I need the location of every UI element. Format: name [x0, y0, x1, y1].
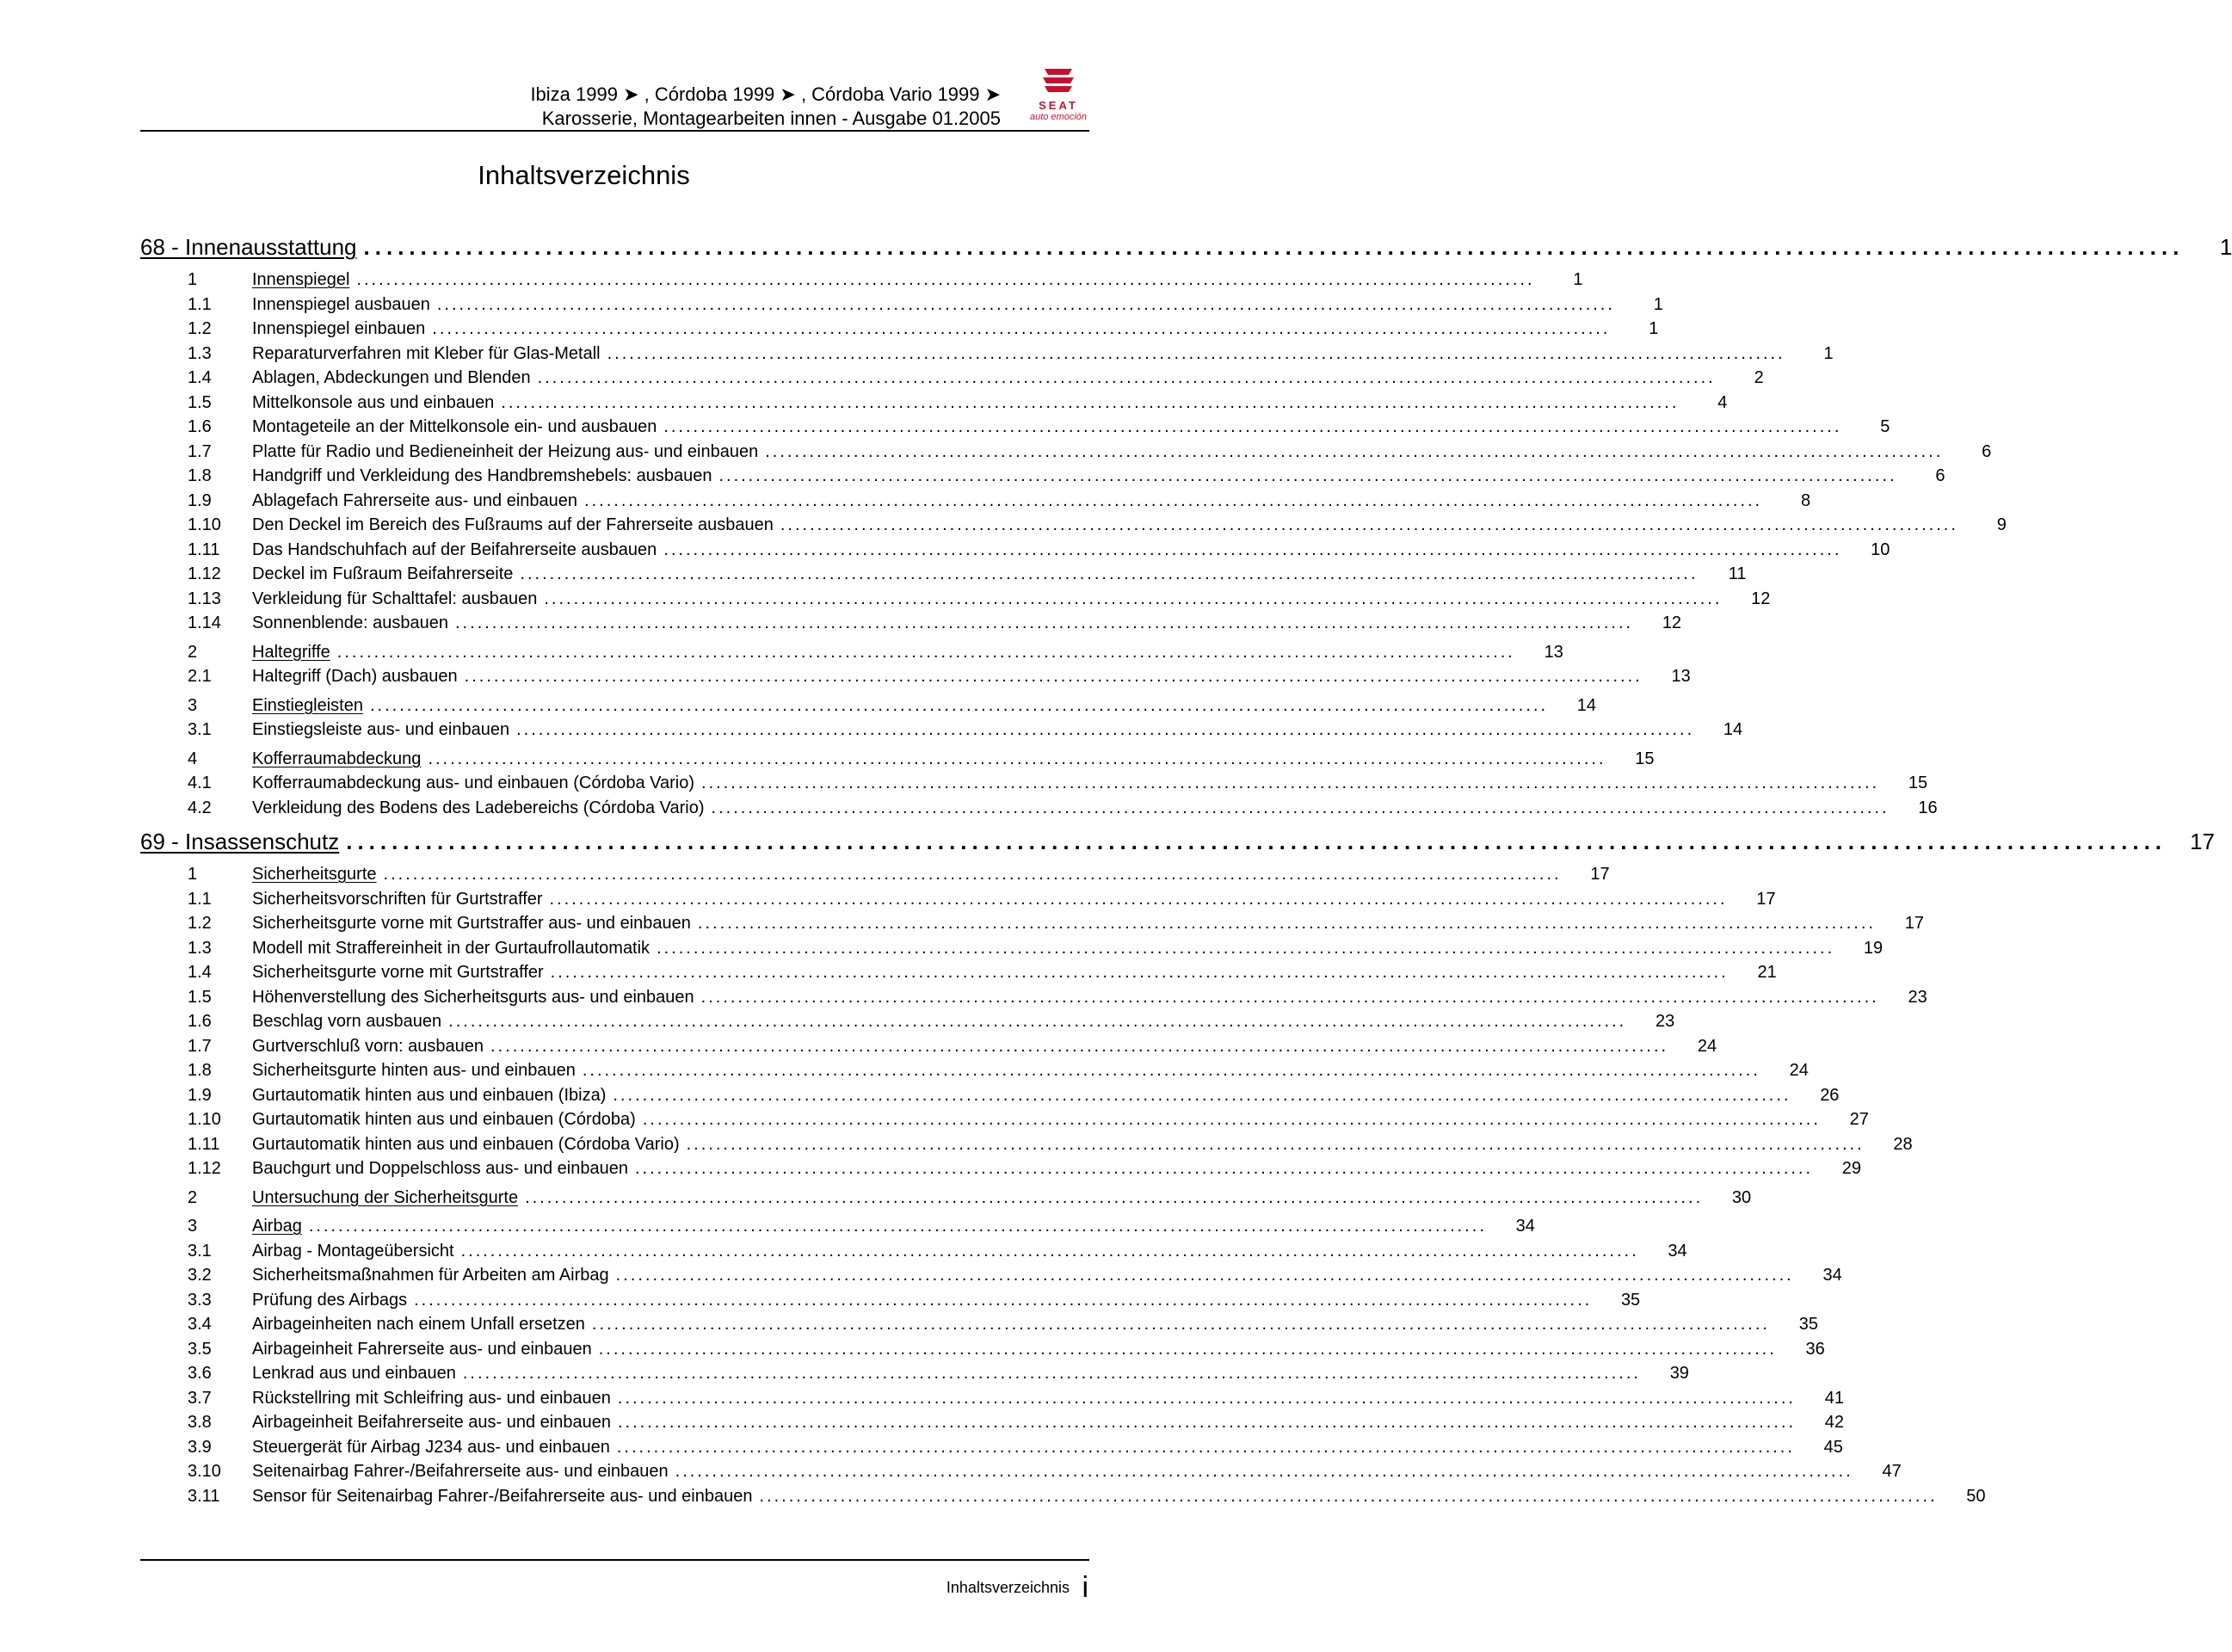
toc-label: Airbageinheiten nach einem Unfall ersetzen: [252, 1315, 585, 1334]
toc-label: Handgriff und Verkleidung des Handbremshebels: ausbauen: [252, 466, 712, 485]
toc-entry[interactable]: [140, 664, 1691, 689]
toc-label: Airbageinheit Beifahrerseite aus- und einbauen: [252, 1413, 611, 1432]
toc-leader: ................................................................................................................................................................: [642, 1110, 1821, 1129]
toc-label: Beschlag vorn ausbauen: [252, 1012, 442, 1031]
toc-leader: ................................................................................................................................................................: [615, 1266, 1794, 1285]
toc-leader: ................................................................................................................................................................: [549, 889, 1728, 909]
toc-number: 1.6: [188, 1012, 212, 1031]
toc-label: Einstiegsleiste aus- und einbauen: [252, 720, 510, 739]
toc-number: 1.4: [188, 963, 212, 982]
toc-label: Gurtautomatik hinten aus und einbauen (Córdoba Vario): [252, 1134, 680, 1154]
toc-page-number: 6: [1935, 466, 1945, 485]
toc-entry[interactable]: [140, 1107, 1869, 1132]
toc-label: Lenkrad aus und einbauen: [252, 1364, 456, 1383]
toc-number: 3: [188, 1217, 198, 1236]
toc-number: 1.12: [188, 1159, 221, 1178]
toc-leader: ................................................................................................................................................................: [675, 1462, 1853, 1481]
toc-page-number: 17: [1590, 865, 1610, 884]
toc-number: 1.1: [188, 294, 212, 314]
toc-page-number: 12: [1662, 613, 1682, 632]
toc-label: Gurtverschluß vorn: ausbauen: [252, 1036, 484, 1056]
toc-label: Verkleidung für Schalttafel: ausbauen: [252, 589, 538, 608]
toc-entry[interactable]: [140, 562, 1747, 587]
toc-label: Den Deckel im Bereich des Fußraums auf der Fahrerseite ausbauen: [252, 515, 774, 534]
toc-entry[interactable]: [140, 366, 1764, 391]
toc-leader: ................................................................................................................................................................: [657, 938, 1835, 958]
toc-leader: ................................................................................................................................................................: [607, 343, 1785, 363]
page-header: [140, 83, 1001, 131]
toc-number: 1: [188, 865, 198, 884]
toc-number: 1.2: [188, 319, 212, 338]
toc-number: 3.1: [188, 720, 212, 739]
toc-entry[interactable]: [140, 293, 1663, 317]
toc-entry[interactable]: [140, 771, 1928, 796]
toc-number: 1.10: [188, 1110, 221, 1129]
toc-page-number: 9: [1996, 515, 2007, 534]
toc-page-number: 13: [1544, 642, 1563, 662]
toc-page-number: 1: [1823, 343, 1834, 363]
toc-leader: ................................................................................................................................................................: [686, 1134, 1865, 1154]
toc-leader: ................................................................................................................................................................: [363, 234, 2185, 260]
toc-label: 68 - Innenausstattung: [140, 234, 357, 260]
toc-page-number: 5: [1880, 417, 1890, 436]
toc-entry[interactable]: [140, 1132, 1913, 1157]
toc-entry[interactable]: [140, 960, 1777, 985]
toc-label: Mittelkonsole aus und einbauen: [252, 392, 495, 412]
toc-page-number: 34: [1668, 1241, 1687, 1261]
toc-leader: ................................................................................................................................................................: [663, 417, 1842, 436]
toc-leader: ................................................................................................................................................................: [613, 1085, 1791, 1105]
toc-label: Rückstellring mit Schleifring aus- und einbauen: [252, 1388, 611, 1408]
toc-entry[interactable]: [140, 1083, 1840, 1108]
toc-number: 1.4: [188, 368, 212, 387]
toc-number: 4.2: [188, 798, 212, 817]
toc-leader: ................................................................................................................................................................: [520, 564, 1699, 583]
toc-leader: ................................................................................................................................................................: [759, 1486, 1938, 1506]
toc-number: 2: [188, 642, 198, 662]
toc-entry[interactable]: [140, 513, 2007, 538]
toc-entry[interactable]: [140, 1435, 1843, 1460]
toc-entry[interactable]: [140, 1484, 1986, 1509]
toc-page-number: 23: [1655, 1012, 1675, 1031]
toc-page-number: 16: [1918, 798, 1938, 817]
toc-label: Seitenairbag Fahrer-/Beifahrerseite aus- und einbauen: [252, 1462, 669, 1481]
toc-number: 1.3: [188, 938, 212, 958]
toc-number: 3.10: [188, 1462, 221, 1481]
toc-page-number: 13: [1671, 667, 1691, 686]
toc-page-number: 14: [1576, 695, 1597, 715]
toc-number: 1: [188, 270, 198, 289]
toc-leader: ................................................................................................................................................................: [584, 490, 1763, 510]
toc-page-number: 8: [1800, 490, 1811, 510]
toc-page-number: 42: [1824, 1413, 1845, 1432]
toc-section[interactable]: [140, 862, 1610, 887]
toc-page-number: 12: [1751, 589, 1771, 608]
toc-leader: ................................................................................................................................................................: [356, 270, 1535, 289]
toc-label: Reparaturverfahren mit Kleber für Glas-Metall: [252, 343, 601, 363]
toc-leader: ................................................................................................................................................................: [428, 749, 1606, 768]
toc-entry[interactable]: [140, 1009, 1675, 1034]
toc-entry[interactable]: [140, 1156, 1862, 1181]
toc-entry[interactable]: [140, 1058, 1809, 1083]
toc-number: 1.11: [188, 1134, 220, 1154]
toc-leader: ................................................................................................................................................................: [591, 1315, 1770, 1334]
toc-page-number: 10: [1871, 539, 1890, 559]
seat-logo-icon: [1039, 67, 1077, 96]
toc-number: 1.9: [188, 1085, 212, 1105]
toc-label: Sicherheitsgurte: [252, 865, 377, 884]
toc-leader: ................................................................................................................................................................: [634, 1159, 1814, 1178]
toc-label: Modell mit Straffereinheit in der Gurtaufrollautomatik: [252, 938, 650, 958]
toc-entry[interactable]: [140, 1263, 1842, 1288]
footer-label: Inhaltsverzeichnis: [946, 1579, 1070, 1596]
toc-entry[interactable]: [140, 464, 1945, 489]
toc-number: 3: [188, 695, 198, 715]
toc-number: 3.11: [188, 1486, 220, 1506]
toc-number: 1.6: [188, 417, 212, 436]
toc-page-number: 39: [1669, 1364, 1689, 1383]
page-footer: [946, 1571, 1088, 1605]
toc-number: 1.11: [188, 539, 220, 559]
toc-number: 1.1: [188, 889, 212, 909]
toc-page-number: 19: [1863, 938, 1884, 958]
toc-leader: ................................................................................................................................................................: [765, 441, 1944, 461]
toc-entry[interactable]: [140, 415, 1890, 440]
toc-leader: ................................................................................................................................................................: [308, 1217, 1487, 1236]
toc-label: Airbageinheit Fahrerseite aus- und einbauen: [252, 1339, 592, 1359]
toc-page-number: 21: [1757, 963, 1777, 982]
header-subtitle: Karosserie, Montagearbeiten innen - Ausgabe 01.2005: [541, 108, 1001, 129]
toc-label: Sicherheitsmaßnahmen für Arbeiten am Airbag: [252, 1266, 609, 1285]
toc-entry[interactable]: [140, 489, 1811, 514]
toc-label: Innenspiegel einbauen: [252, 319, 426, 338]
toc-label: Kofferraumabdeckung aus- und einbauen (Córdoba Vario): [252, 774, 695, 792]
toc-page-number: 27: [1849, 1110, 1869, 1129]
toc-entry[interactable]: [140, 342, 1834, 367]
toc-leader: ................................................................................................................................................................: [544, 589, 1723, 608]
toc-page-number: 47: [1882, 1462, 1902, 1481]
toc-number: 3.3: [188, 1290, 212, 1310]
toc-page-number: 2: [1754, 368, 1764, 387]
toc-page-number: 11: [1728, 564, 1747, 583]
toc-entry[interactable]: [140, 1459, 1902, 1484]
toc-entry[interactable]: [140, 587, 1771, 612]
toc-label: Sicherheitsgurte hinten aus- und einbauen: [252, 1061, 576, 1080]
toc-page-number: 26: [1820, 1085, 1840, 1105]
table-of-contents: [140, 225, 2232, 1508]
toc-label: Sicherheitsgurte vorne mit Gurtstraffer: [252, 963, 544, 982]
toc-label: Steuergerät für Airbag J234 aus- und einbauen: [252, 1437, 610, 1457]
toc-section[interactable]: [140, 747, 1655, 772]
toc-page-number: 28: [1893, 1134, 1913, 1154]
toc-leader: ................................................................................................................................................................: [501, 392, 1680, 412]
toc-page-number: 29: [1841, 1159, 1862, 1178]
toc-page-number: 17: [1904, 914, 1924, 933]
page-title: Inhaltsverzeichnis: [478, 160, 690, 190]
toc-entry[interactable]: [140, 1034, 1717, 1059]
toc-entry[interactable]: [140, 611, 1682, 636]
toc-label: Airbag: [252, 1217, 302, 1236]
toc-label: Ablagefach Fahrerseite aus- und einbauen: [252, 490, 578, 510]
toc-leader: ................................................................................................................................................................: [490, 1036, 1669, 1056]
toc-leader: ................................................................................................................................................................: [448, 1012, 1627, 1031]
toc-entry[interactable]: [140, 538, 1890, 563]
toc-number: 4.1: [188, 774, 212, 792]
toc-page-number: 23: [1908, 987, 1927, 1007]
toc-label: Untersuchung der Sicherheitsgurte: [252, 1187, 519, 1207]
toc-label: Verkleidung des Bodens des Ladebereichs (Córdoba Vario): [252, 798, 705, 817]
toc-page-number: 36: [1805, 1339, 1825, 1359]
toc-label: Sensor für Seitenairbag Fahrer-/Beifahrerseite aus- und einbauen: [252, 1486, 753, 1506]
toc-leader: ................................................................................................................................................................: [369, 695, 1549, 715]
toc-chapter[interactable]: [140, 231, 2232, 263]
toc-page-number: 1: [1573, 270, 1583, 289]
toc-label: Höhenverstellung des Sicherheitsgurts aus- und einbauen: [252, 987, 694, 1007]
toc-leader: ................................................................................................................................................................: [414, 1290, 1593, 1310]
toc-label: Sicherheitsvorschriften für Gurtstraffer: [252, 889, 543, 909]
toc-leader: ................................................................................................................................................................: [455, 613, 1634, 632]
toc-entry[interactable]: [140, 1410, 1845, 1435]
toc-label: Kofferraumabdeckung: [252, 749, 422, 768]
toc-page-number: 50: [1966, 1486, 1986, 1506]
logo-tagline: auto emoción: [1029, 112, 1088, 122]
toc-label: Sonnenblende: ausbauen: [252, 613, 448, 632]
toc-number: 1.12: [188, 564, 221, 583]
toc-page-number: 30: [1731, 1187, 1752, 1207]
toc-leader: ................................................................................................................................................................: [383, 865, 1562, 884]
footer-page-number: i: [1082, 1571, 1088, 1604]
toc-leader: ................................................................................................................................................................: [550, 963, 1729, 982]
toc-label: Innenspiegel: [252, 270, 350, 289]
toc-label: Gurtautomatik hinten aus und einbauen (Ibiza): [252, 1085, 607, 1105]
toc-page-number: 41: [1824, 1388, 1844, 1408]
toc-number: 2: [188, 1187, 198, 1207]
toc-number: 3.4: [188, 1315, 212, 1334]
toc-entry[interactable]: [140, 796, 1938, 821]
toc-leader: ................................................................................................................................................................: [537, 368, 1716, 387]
toc-page-number: 34: [1515, 1217, 1535, 1236]
toc-number: 3.2: [188, 1266, 212, 1285]
toc-leader: ................................................................................................................................................................: [432, 319, 1611, 338]
toc-leader: ................................................................................................................................................................: [663, 539, 1842, 559]
toc-leader: ................................................................................................................................................................: [516, 720, 1695, 739]
toc-leader: ................................................................................................................................................................: [336, 642, 1515, 662]
toc-section[interactable]: [140, 1186, 1752, 1211]
toc-number: 1.7: [188, 1036, 212, 1056]
toc-label: Airbag - Montageübersicht: [252, 1241, 454, 1261]
toc-number: 3.5: [188, 1339, 212, 1359]
toc-entry[interactable]: [140, 911, 1924, 936]
toc-leader: ................................................................................................................................................................: [780, 515, 1958, 534]
toc-leader: ................................................................................................................................................................: [697, 914, 1876, 933]
toc-entry[interactable]: [140, 1386, 1844, 1411]
footer-divider: [140, 1559, 1089, 1561]
toc-page-number: 24: [1697, 1036, 1717, 1056]
toc-entry[interactable]: [140, 391, 1728, 416]
toc-page-number: 35: [1798, 1315, 1818, 1334]
toc-page-number: 45: [1823, 1437, 1843, 1457]
toc-label: Einstiegleisten: [252, 695, 363, 715]
toc-number: 1.5: [188, 392, 212, 412]
toc-number: 2.1: [188, 667, 212, 686]
toc-entry[interactable]: [140, 1239, 1687, 1264]
toc-label: Platte für Radio und Bedieneinheit der Heizung aus- und einbauen: [252, 441, 759, 461]
toc-entry[interactable]: [140, 317, 1659, 342]
toc-number: 3.6: [188, 1364, 212, 1383]
toc-label: Deckel im Fußraum Beifahrerseite: [252, 564, 514, 583]
toc-number: 3.1: [188, 1241, 212, 1261]
header-divider: [140, 130, 1089, 132]
toc-leader: ................................................................................................................................................................: [616, 1437, 1795, 1457]
toc-section[interactable]: [140, 1214, 1535, 1239]
toc-number: 3.7: [188, 1388, 212, 1408]
toc-label: Das Handschuhfach auf der Beifahrerseite ausbauen: [252, 539, 657, 559]
toc-leader: ................................................................................................................................................................: [700, 987, 1879, 1007]
seat-logo: [1015, 67, 1101, 124]
toc-number: 4: [188, 749, 198, 768]
toc-page-number: 1: [1649, 319, 1659, 338]
toc-number: 1.13: [188, 589, 221, 608]
toc-page-number: 15: [1635, 749, 1655, 768]
toc-page-number: 1: [2219, 234, 2232, 260]
toc-entry[interactable]: [140, 985, 1927, 1010]
toc-number: 1.7: [188, 441, 212, 461]
toc-page-number: 17: [2190, 829, 2216, 854]
toc-section[interactable]: [140, 268, 1583, 293]
toc-chapter[interactable]: [140, 825, 2216, 858]
toc-page-number: 1: [1653, 294, 1663, 314]
toc-label: Bauchgurt und Doppelschloss aus- und einbauen: [252, 1159, 628, 1178]
toc-page-number: 4: [1717, 392, 1728, 412]
toc-leader: ................................................................................................................................................................: [701, 774, 1880, 792]
toc-page-number: 34: [1822, 1266, 1842, 1285]
toc-page-number: 14: [1723, 720, 1743, 739]
toc-page-number: 24: [1789, 1061, 1809, 1080]
header-models: Ibiza 1999 ➤ , Córdoba 1999 ➤ , Córdoba Vario 1999 ➤: [530, 83, 1001, 105]
toc-number: 1.14: [188, 613, 221, 632]
toc-label: 69 - Insassenschutz: [140, 829, 340, 854]
toc-leader: ................................................................................................................................................................: [436, 294, 1615, 314]
toc-label: Gurtautomatik hinten aus und einbauen (Córdoba): [252, 1110, 636, 1129]
toc-label: Haltegriff (Dach) ausbauen: [252, 667, 458, 686]
toc-label: Montageteile an der Mittelkonsole ein- und ausbauen: [252, 417, 657, 436]
toc-entry[interactable]: [140, 1337, 1825, 1362]
toc-entry[interactable]: [140, 1288, 1641, 1313]
toc-leader: ................................................................................................................................................................: [617, 1388, 1796, 1408]
toc-page-number: 6: [1982, 441, 1992, 461]
toc-page-number: 15: [1908, 774, 1928, 792]
toc-number: 1.2: [188, 914, 212, 933]
toc-section[interactable]: [140, 693, 1597, 718]
toc-label: Haltegriffe: [252, 642, 330, 662]
toc-label: Sicherheitsgurte vorne mit Gurtstraffer aus- und einbauen: [252, 914, 691, 933]
toc-leader: ................................................................................................................................................................: [718, 466, 1897, 485]
toc-leader: ................................................................................................................................................................: [462, 1364, 1641, 1383]
toc-number: 1.8: [188, 466, 212, 485]
toc-leader: ................................................................................................................................................................: [598, 1339, 1777, 1359]
toc-entry[interactable]: [140, 887, 1776, 912]
toc-number: 1.5: [188, 987, 212, 1007]
logo-brand: SEAT: [1039, 99, 1078, 112]
toc-number: 3.9: [188, 1437, 212, 1457]
toc-label: Innenspiegel ausbauen: [252, 294, 430, 314]
toc-number: 3.8: [188, 1413, 212, 1432]
toc-leader: ................................................................................................................................................................: [582, 1061, 1760, 1080]
toc-leader: ................................................................................................................................................................: [617, 1413, 1797, 1432]
toc-leader: ................................................................................................................................................................: [711, 798, 1890, 817]
toc-page-number: 17: [1756, 889, 1776, 909]
toc-number: 1.8: [188, 1061, 212, 1080]
toc-leader: ................................................................................................................................................................: [346, 829, 2167, 854]
toc-number: 1.3: [188, 343, 212, 363]
toc-entry[interactable]: [140, 936, 1884, 961]
toc-entry[interactable]: [140, 1361, 1689, 1386]
toc-leader: ................................................................................................................................................................: [460, 1241, 1639, 1261]
toc-page-number: 35: [1620, 1290, 1641, 1310]
toc-label: Ablagen, Abdeckungen und Blenden: [252, 368, 531, 387]
toc-leader: ................................................................................................................................................................: [525, 1187, 1704, 1207]
toc-entry[interactable]: [140, 440, 1992, 465]
toc-entry[interactable]: [140, 718, 1743, 743]
toc-leader: ................................................................................................................................................................: [464, 667, 1643, 686]
toc-number: 1.10: [188, 515, 221, 534]
toc-number: 1.9: [188, 490, 212, 510]
toc-label: Prüfung des Airbags: [252, 1290, 408, 1310]
toc-entry[interactable]: [140, 1312, 1818, 1337]
toc-section[interactable]: [140, 640, 1563, 665]
